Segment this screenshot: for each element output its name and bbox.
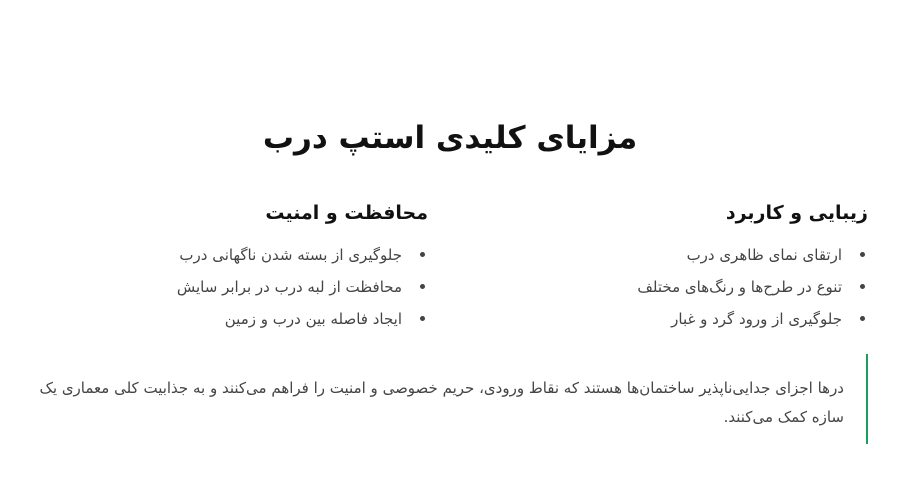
list-item-text: محافظت از لبه درب در برابر سایش: [176, 278, 402, 296]
list-item: [568, 276, 868, 298]
list-item: [128, 276, 428, 298]
summary-callout: [32, 354, 868, 444]
list-item: [568, 244, 868, 266]
benefits-list: [568, 244, 868, 330]
column-title: زیبایی و کاربرد: [725, 202, 868, 224]
benefits-column-aesthetics: [568, 198, 868, 340]
list-item-text: ایجاد فاصله بین درب و زمین: [224, 310, 402, 328]
column-title: محافظت و امنیت: [265, 202, 428, 224]
list-item: [128, 244, 428, 266]
bullet-icon: [860, 252, 865, 257]
bullet-icon: [860, 316, 865, 321]
bullet-icon: [860, 284, 865, 289]
list-item-text: جلوگیری از بسته شدن ناگهانی درب: [179, 246, 402, 264]
benefits-list: [128, 244, 428, 330]
benefits-column-protection: [128, 198, 428, 340]
list-item: [568, 308, 868, 330]
summary-text: درها اجزای جدایی‌ناپذیر ساختمان‌ها هستند که نقاط ورودی، حریم خصوصی و امنیت را فراهم می‌کنند و به جذابیت کلی معماری یک سازه کمک می‌کنند.: [39, 379, 844, 426]
page-title: مزایای کلیدی استپ درب: [262, 120, 638, 156]
list-item-text: جلوگیری از ورود گرد و غبار: [671, 310, 842, 328]
bullet-icon: [420, 316, 425, 321]
list-item: [128, 308, 428, 330]
list-item-text: تنوع در طرح‌ها و رنگ‌های مختلف: [637, 278, 842, 296]
bullet-icon: [420, 284, 425, 289]
list-item-text: ارتقای نمای ظاهری درب: [686, 246, 842, 264]
bullet-icon: [420, 252, 425, 257]
